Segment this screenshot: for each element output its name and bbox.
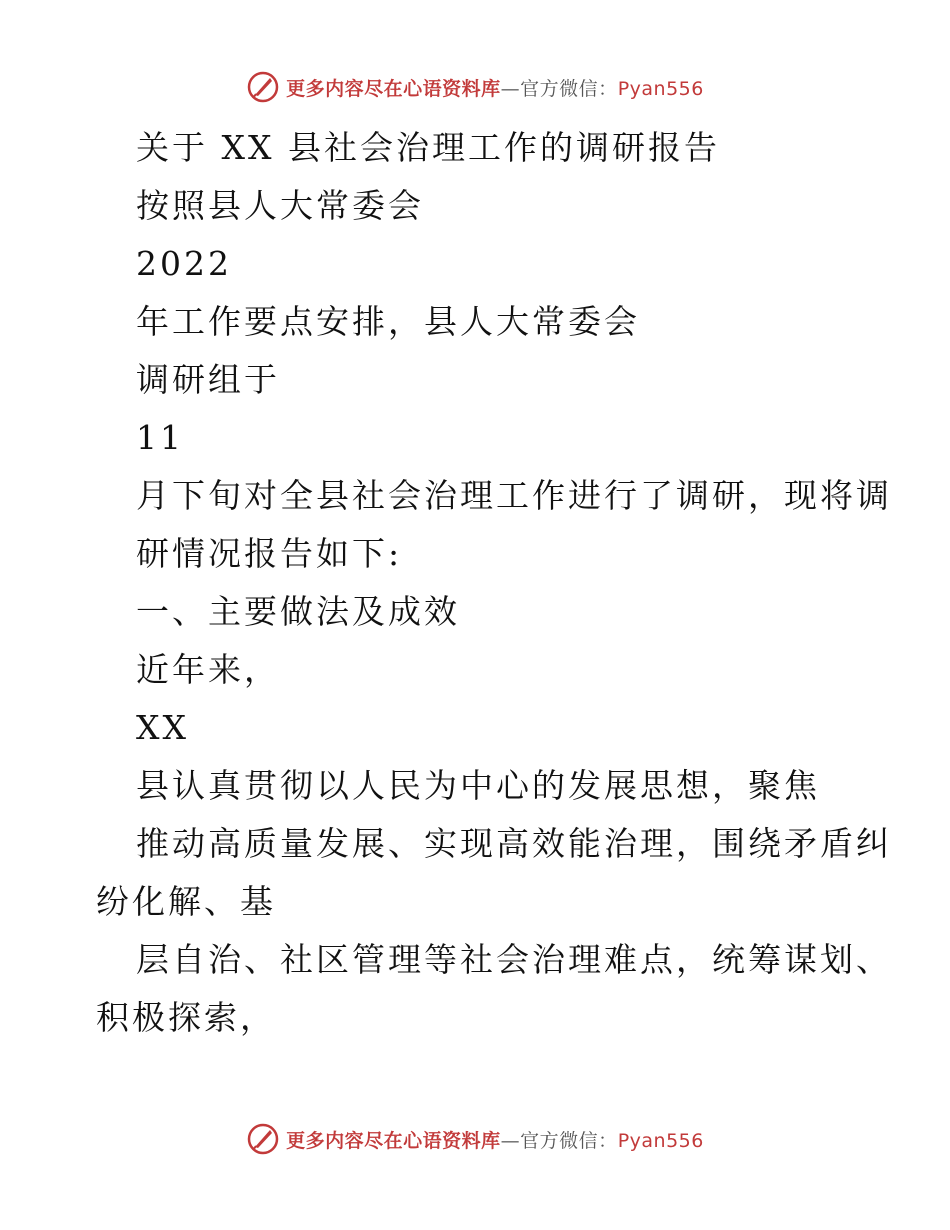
watermark-account: Pyan556 [617, 1129, 704, 1152]
feather-pen-logo-icon [246, 1122, 280, 1156]
header-watermark [0, 70, 950, 104]
watermark-label: 官方微信： [520, 1129, 618, 1152]
feather-pen-logo-icon [246, 70, 280, 104]
watermark-site-text: 更多内容尽在心语资料库 [286, 1129, 501, 1152]
watermark-site-text: 更多内容尽在心语资料库 [286, 77, 501, 100]
section-heading: 一、主要做法及成效 [136, 592, 460, 631]
text-line: 2022 [136, 244, 232, 283]
text-line: 11 [136, 418, 184, 457]
watermark-text [286, 1126, 704, 1153]
text-line: 近年来， [136, 650, 280, 689]
watermark-label: 官方微信： [520, 77, 618, 100]
text-line: XX [136, 708, 189, 747]
text-line: 按照县人大常委会 [136, 186, 424, 225]
footer-watermark [0, 1122, 950, 1156]
watermark-separator: — [500, 1129, 521, 1152]
document-title: 关于 XX 县社会治理工作的调研报告 [136, 128, 720, 167]
text-line: 县认真贯彻以人民为中心的发展思想，聚焦 [136, 766, 820, 805]
text-line: 年工作要点安排，县人大常委会 [136, 302, 640, 341]
text-line: 研情况报告如下: [136, 534, 403, 573]
text-line: 推动高质量发展、实现高效能治理，围绕矛盾纠 [136, 824, 892, 863]
watermark-text [286, 74, 704, 101]
watermark-separator: — [500, 77, 521, 100]
text-line: 调研组于 [136, 360, 280, 399]
text-line: 纷化解、基 [96, 882, 276, 921]
watermark-account: Pyan556 [617, 77, 704, 100]
text-line: 积极探索， [96, 998, 276, 1037]
text-line: 层自治、社区管理等社会治理难点，统筹谋划、 [136, 940, 892, 979]
text-line: 月下旬对全县社会治理工作进行了调研，现将调 [136, 476, 892, 515]
